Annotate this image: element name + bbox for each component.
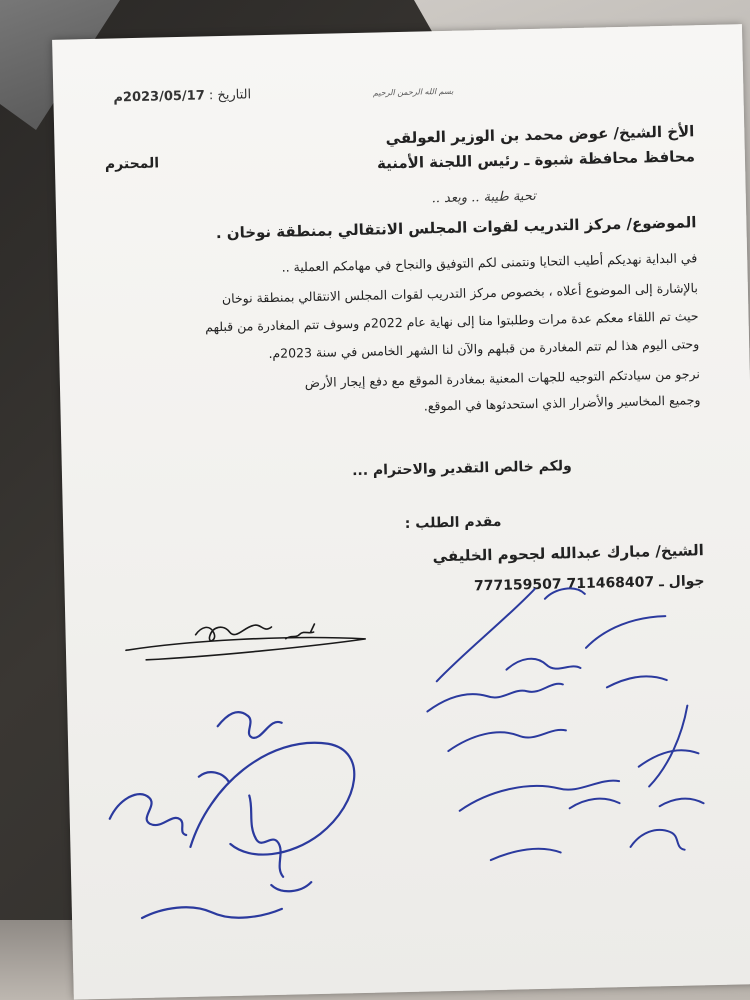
blue-annotation-right-icon xyxy=(425,585,705,861)
addressee-name: الأخ الشيخ/ عوض محمد بن الوزير العولقي xyxy=(385,122,695,148)
body-line: وحتى اليوم هذا لم تتم المغادرة من قبلهم والآن لنا الشهر الخامس في سنة 2023م. xyxy=(268,336,700,361)
greeting-handwritten: تحية طيبة .. وبعد .. xyxy=(431,188,536,207)
bismillah-header: بسم الله الرحمن الرحيم xyxy=(372,86,454,98)
applicant-name: الشيخ/ مبارك عبدالله لجحوم الخليفي xyxy=(432,541,705,566)
date-label: التاريخ : xyxy=(208,87,252,104)
body-line: حيث تم اللقاء معكم عدة مرات وطلبتوا منا إلى نهاية عام 2022م وسوف تتم المغادرة من قبلهم xyxy=(205,308,699,335)
closing-line: ولكم خالص التقدير والاحترام ... xyxy=(351,458,572,480)
body-line: وجميع المخاسير والأضرار الذي استحدثوها في الموقع. xyxy=(423,392,701,414)
document-page xyxy=(52,24,750,999)
body-line: في البداية نهديكم أطيب التحايا ونتمنى لكم التوفيق والنجاح في مهامكم العملية .. xyxy=(281,250,698,275)
blue-signature-left-icon xyxy=(107,710,357,921)
body-line: نرجو من سيادتكم التوجيه للجهات المعنية بمغادرة الموقع مع دفع إيجار الأرض xyxy=(304,366,701,391)
body-line: بالإشارة إلى الموضوع أعلاه ، بخصوص مركز التدريب لقوات المجلس الانتقالي بمنطقة نوخان xyxy=(221,280,699,307)
addressee-title: محافظ محافظة شبوة ـ رئيس اللجنة الأمنية xyxy=(376,147,696,173)
subject-line: الموضوع/ مركز التدريب لقوات المجلس الانتقالي بمنطقة نوخان . xyxy=(215,213,697,243)
black-signature-icon xyxy=(125,623,366,661)
date-value: 2023/05/17م xyxy=(113,88,205,106)
respect-label: المحترم xyxy=(104,155,160,173)
phone-numbers: 777159507 ـ 711468407 xyxy=(473,574,665,595)
applicant-title: مقدم الطلب : xyxy=(404,513,502,532)
handwriting-layer xyxy=(52,24,750,999)
phone-label: جوال xyxy=(668,573,705,590)
